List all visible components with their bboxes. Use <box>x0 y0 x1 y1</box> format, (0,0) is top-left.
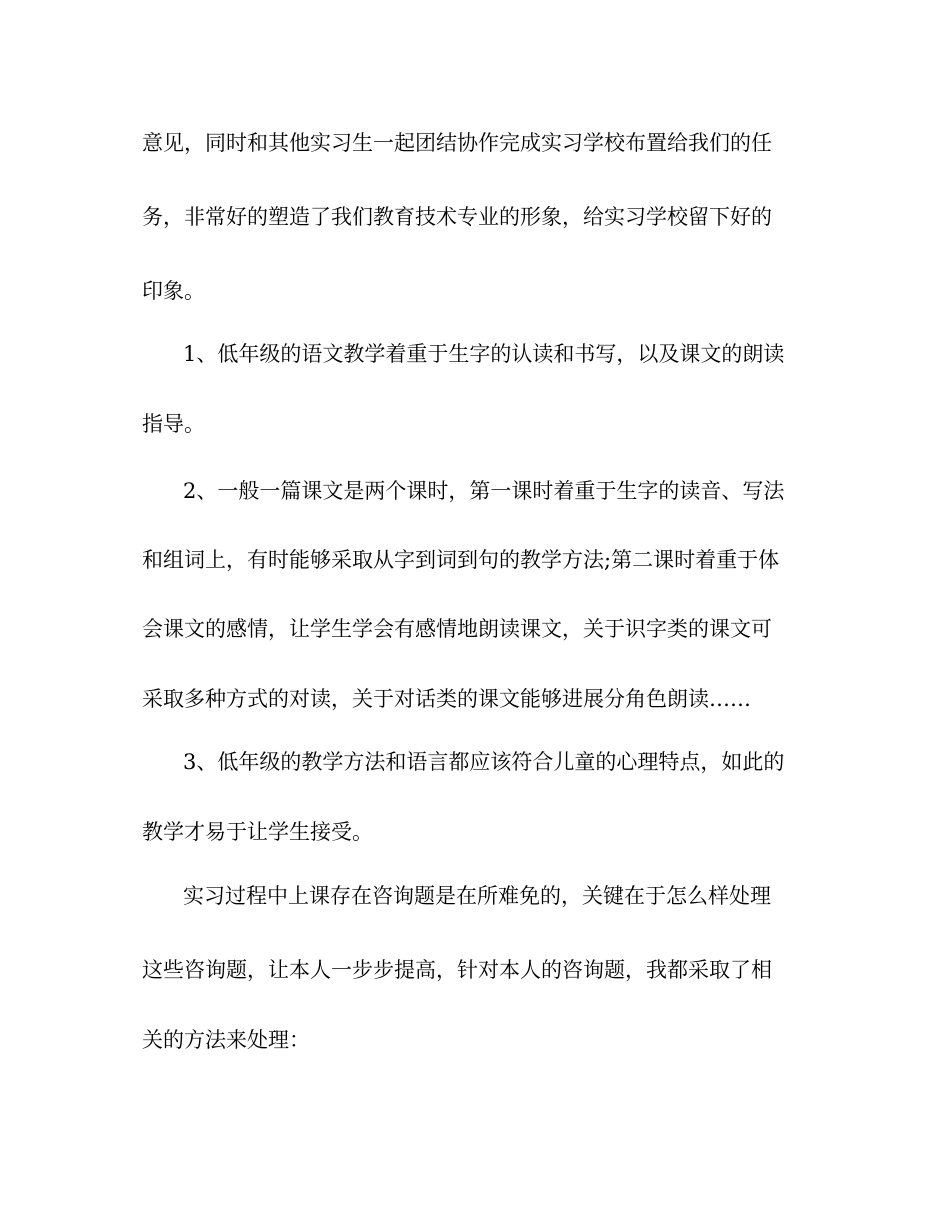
paragraph-line: 关的方法来处理： <box>142 1028 310 1052</box>
paragraph-line: 采取多种方式的对读，关于对话类的课文能够进展分角色朗读…… <box>142 687 751 711</box>
paragraph-line: 指导。 <box>142 412 205 436</box>
paragraph-line: 和组词上，有时能够采取从字到词到句的教学方法;第二课时着重于体 <box>142 548 780 572</box>
paragraph-line: 教学才易于让学生接受。 <box>142 820 373 844</box>
paragraph-line: 2、一般一篇课文是两个课时，第一课时着重于生字的读音、写法 <box>183 479 785 503</box>
paragraph-line: 会课文的感情，让学生学会有感情地朗读课文，关于识字类的课文可 <box>142 617 772 641</box>
paragraph-line: 务，非常好的塑造了我们教育技术专业的形象，给实习学校留下好的 <box>142 205 772 229</box>
paragraph-line: 印象。 <box>142 279 205 303</box>
paragraph-line: 实习过程中上课存在咨询题是在所难免的，关键在于怎么样处理 <box>183 884 771 908</box>
paragraph-line: 意见，同时和其他实习生一起团结协作完成实习学校布置给我们的任 <box>142 131 772 155</box>
paragraph-line: 这些咨询题，让本人一步步提高，针对本人的咨询题，我都采取了相 <box>142 958 772 982</box>
paragraph-line: 1、低年级的语文教学着重于生字的认读和书写，以及课文的朗读 <box>183 342 785 366</box>
paragraph-line: 3、低年级的教学方法和语言都应该符合儿童的心理特点，如此的 <box>183 750 785 774</box>
